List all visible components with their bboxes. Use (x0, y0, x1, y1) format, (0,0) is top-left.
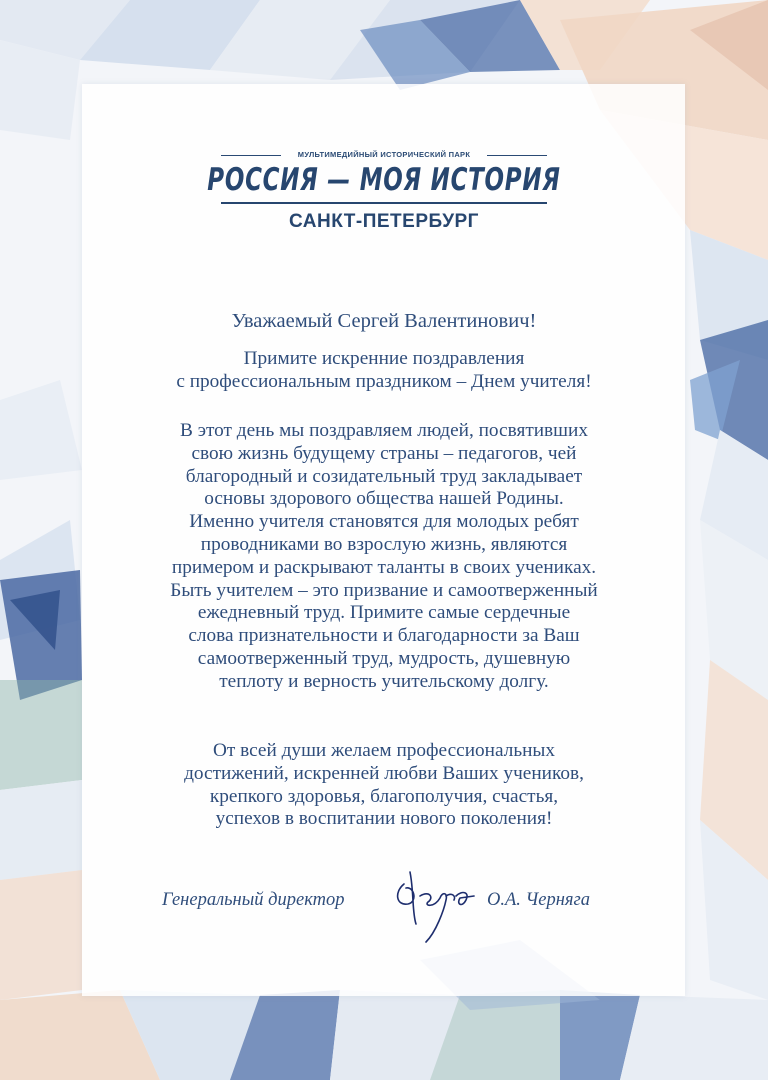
greeting-paragraph (100, 348, 668, 394)
signature-role: Генеральный директор (162, 890, 345, 910)
paragraph-line: крепкого здоровья, благополучия, счастья, (209, 785, 559, 807)
paragraph-line: Именно учителя становятся для молодых ребят (189, 511, 579, 533)
logo-underline (221, 202, 547, 204)
paragraph-line: с профессиональным праздником – Днем учителя! (176, 370, 592, 392)
logo-subtitle: МУЛЬТИМЕДИЙНЫЙ ИСТОРИЧЕСКИЙ ПАРК (297, 150, 471, 159)
logo-rule-left (221, 155, 281, 156)
paragraph-line: примером и раскрывают таланты в своих учениках. (171, 556, 597, 578)
paragraph-line: От всей души желаем профессиональных (212, 740, 556, 761)
paragraph-line: ежедневный труд. Примите самые сердечные (197, 602, 571, 624)
handwritten-signature (390, 862, 480, 948)
paragraph-line: слова признательности и благодарности за Ваш (188, 625, 580, 647)
signature-name: О.А. Черняга (487, 890, 590, 910)
paragraph-line: достижений, искренней любви Ваших учеников, (184, 762, 584, 784)
paragraph-line: благородный и созидательный труд закладывает (185, 465, 583, 487)
logo-city: САНКТ-ПЕТЕРБУРГ (289, 211, 479, 232)
paragraph-line: основы здорового общества нашей Родины. (204, 488, 564, 510)
paragraph-line: проводниками во взрослую жизнь, являются (200, 533, 568, 555)
paragraph-line: свою жизнь будущему страны – педагогов, чей (191, 442, 577, 464)
paragraph-line: теплоту и верность учительскому долгу. (219, 670, 549, 692)
salutation: Уважаемый Сергей Валентинович! (231, 310, 537, 332)
logo-rule-right (487, 155, 547, 156)
paragraph-line: самоотверженный труд, мудрость, душевную (197, 647, 571, 669)
body-paragraph (100, 420, 668, 694)
paragraph-line: В этот день мы поздравляем людей, посвятивших (180, 420, 588, 441)
paragraph-line: Быть учителем – это призвание и самоотверженный (170, 579, 598, 601)
wishes-paragraph (100, 740, 668, 831)
paragraph-line: успехов в воспитании нового поколения! (215, 808, 553, 830)
paragraph-line: Примите искренние поздравления (243, 348, 525, 369)
logo-title: РОССИЯ — МОЯ ИСТОРИЯ (207, 162, 561, 198)
park-logo (0, 148, 768, 233)
